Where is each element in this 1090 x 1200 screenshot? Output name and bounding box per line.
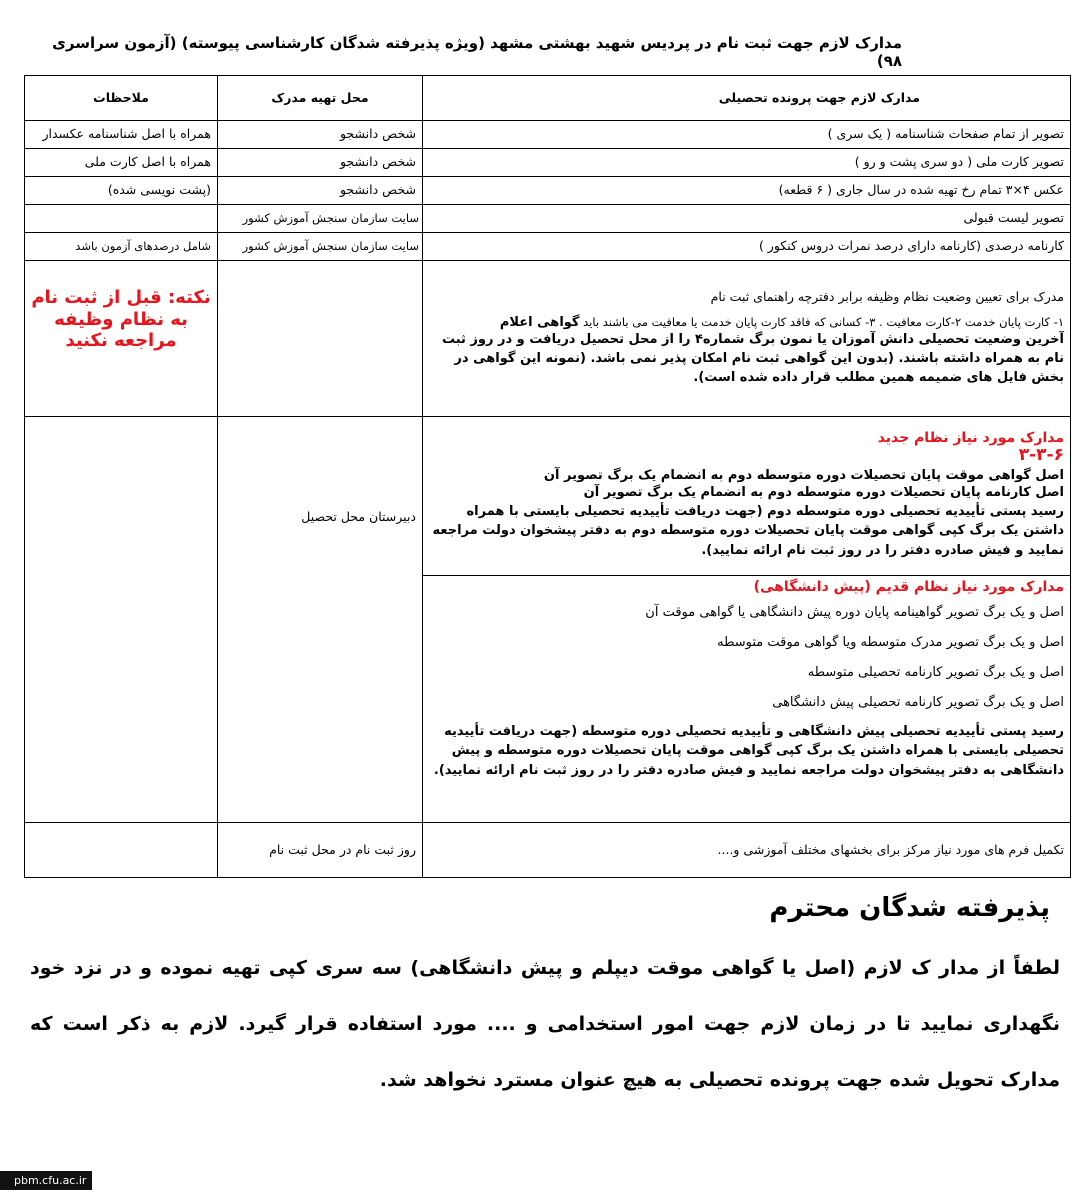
forms-note-cell [25, 823, 218, 878]
military-warning-note: نکته: قبل از ثبت نام به نظام وظیفه مراجعه نکنید [31, 287, 211, 352]
forms-row [25, 823, 1071, 878]
military-line-1: مدرک برای تعیین وضعیت نظام وظیفه برابر دفترچه راهنمای ثبت نام [710, 289, 1064, 305]
doc-cell: تصویر لیست قبولی [423, 205, 1071, 233]
military-source-cell [218, 261, 423, 417]
site-badge: pbm.cfu.ac.ir [0, 1171, 92, 1190]
header-source: محل تهیه مدرک [218, 76, 423, 121]
doc-cell: عکس ۴×۳ تمام رخ تهیه شده در سال جاری ( ۶ قطعه) [423, 177, 1071, 205]
military-line-2-text: ۱- کارت پایان خدمت ۲-کارت معافیت . ۳- کسانی که فاقد کارت پایان خدمت یا معافیت می باشند باید [583, 314, 1064, 329]
table-row [25, 177, 1071, 205]
old-system-doc-cell [423, 576, 1071, 823]
header-documents: مدارک لازم جهت پرونده تحصیلی [423, 76, 1071, 121]
closing-text: لطفاً از مدار ک لازم (اصل یا گواهی موقت دیپلم و پیش دانشگاهی) سه سری کپی تهیه نموده و در نزد خود نگهداری نمایید تا در زمان لازم جهت امور استخدامی و .... مورد استفاده قرار گیرد. لازم به ذکر است که مدارک تحویل شده جهت پرونده تحصیلی به هیچ عنوان مسترد نخواهد شد. [30, 957, 1060, 1091]
military-line-2-bold: گواهی اعلام [499, 314, 580, 330]
table-row [25, 233, 1071, 261]
new-system-source-cell: دبیرستان محل تحصیل [218, 417, 423, 823]
source-cell: شخص دانشجو [218, 149, 423, 177]
closing-heading: پذیرفته شدگان محترم [769, 893, 1050, 923]
military-note-cell [25, 261, 218, 417]
forms-doc-cell: تکمیل فرم های مورد نیاز مرکز برای بخشهای مختلف آموزشی و.... [423, 823, 1071, 878]
source-cell: سایت سازمان سنجش آموزش کشور [218, 205, 423, 233]
new-system-item: اصل کارنامه پایان تحصیلات دوره متوسطه دوم به انضمام یک برگ تصویر آن [583, 485, 1064, 501]
new-system-title: مدارک مورد نیاز نظام جدید [877, 429, 1064, 446]
new-system-item: اصل گواهی موقت پایان تحصیلات دوره متوسطه دوم به انضمام یک برگ تصویر آن [543, 467, 1064, 483]
doc-cell: تصویر از تمام صفحات شناسنامه ( یک سری ) [423, 121, 1071, 149]
new-system-note-cell [25, 417, 218, 823]
note-cell: همراه با اصل کارت ملی [25, 149, 218, 177]
military-row [25, 261, 1071, 417]
military-line-3: آخرین وضعیت تحصیلی دانش آموزان یا نمون برگ شماره۴ را از محل تحصیل دریافت و در روز ثبت نام به همراه داشته باشند. (بدون این گواهی ثبت نام امکان پذیر نمی باشد. (نمونه این گواهی در بخش فایل های ضمیمه همین مطلب قرار داده شده است). [441, 332, 1064, 386]
old-system-item: اصل و یک برگ تصویر کارنامه تحصیلی متوسطه [807, 664, 1064, 680]
table-row [25, 205, 1071, 233]
source-cell: سایت سازمان سنجش آموزش کشور [218, 233, 423, 261]
note-cell [25, 205, 218, 233]
source-cell: شخص دانشجو [218, 121, 423, 149]
old-system-title: مدارک مورد نیاز نظام قدیم (پیش دانشگاهی) [753, 579, 1064, 595]
table-header-row [25, 76, 1071, 121]
old-system-item: اصل و یک برگ تصویر مدرک متوسطه ویا گواهی موقت متوسطه [717, 634, 1064, 650]
table-row [25, 149, 1071, 177]
note-cell: همراه با اصل شناسنامه عکسدار [25, 121, 218, 149]
new-system-subtitle: ۳-۳-۶ [1018, 444, 1064, 465]
table-row [25, 121, 1071, 149]
new-system-item: رسید پستی تأییدیه تحصیلی دوره متوسطه دوم (جهت دریافت تأییدیه تحصیلی بایستی با همراه داشتن یک برگ کپی گواهی موقت پایان تحصیلات دوره متوسطه دوم به دفتر پیشخوان دولت مراجعه نمایید و فیش صادره دفتر را در روز ثبت نام ارائه نمایید). [432, 503, 1064, 558]
new-system-row [25, 417, 1071, 576]
old-system-item: اصل و یک برگ تصویر کارنامه تحصیلی پیش دانشگاهی [772, 694, 1064, 710]
old-system-item: اصل و یک برگ تصویر گواهینامه پایان دوره پیش دانشگاهی یا گواهی موقت آن [645, 604, 1064, 620]
header-notes: ملاحظات [25, 76, 218, 121]
documents-table [24, 75, 1071, 878]
note-cell: (پشت نویسی شده) [25, 177, 218, 205]
source-cell: شخص دانشجو [218, 177, 423, 205]
doc-cell: کارنامه درصدی (کارنامه دارای درصد نمرات دروس کنکور ) [423, 233, 1071, 261]
new-system-doc-cell [423, 417, 1071, 576]
note-cell: شامل درصدهای آزمون باشد [25, 233, 218, 261]
forms-source-cell: روز ثبت نام در محل ثبت نام [218, 823, 423, 878]
doc-cell: تصویر کارت ملی ( دو سری پشت و رو ) [423, 149, 1071, 177]
page-title: مدارک لازم جهت ثبت نام در پردیس شهید بهشتی مشهد (ویژه پذیرفته شدگان کارشناسی پیوسته) (آزمون سراسری ۹۸) [52, 34, 902, 70]
military-doc-cell [423, 261, 1071, 417]
old-system-bold-note: رسید پستی تأییدیه تحصیلی پیش دانشگاهی و تأییدیه تحصیلی دوره متوسطه (جهت دریافت تأییدیه تحصیلی بایستی با همراه داشتن یک برگ کپی گواهی موقت پایان تحصیلات دوره متوسطه و پیش دانشگاهی به دفتر پیشخوان دولت مراجعه نمایید و فیش صادره دفتر را در روز ثبت نام ارائه نمایید). [433, 723, 1064, 778]
military-line-2 [429, 314, 1064, 332]
